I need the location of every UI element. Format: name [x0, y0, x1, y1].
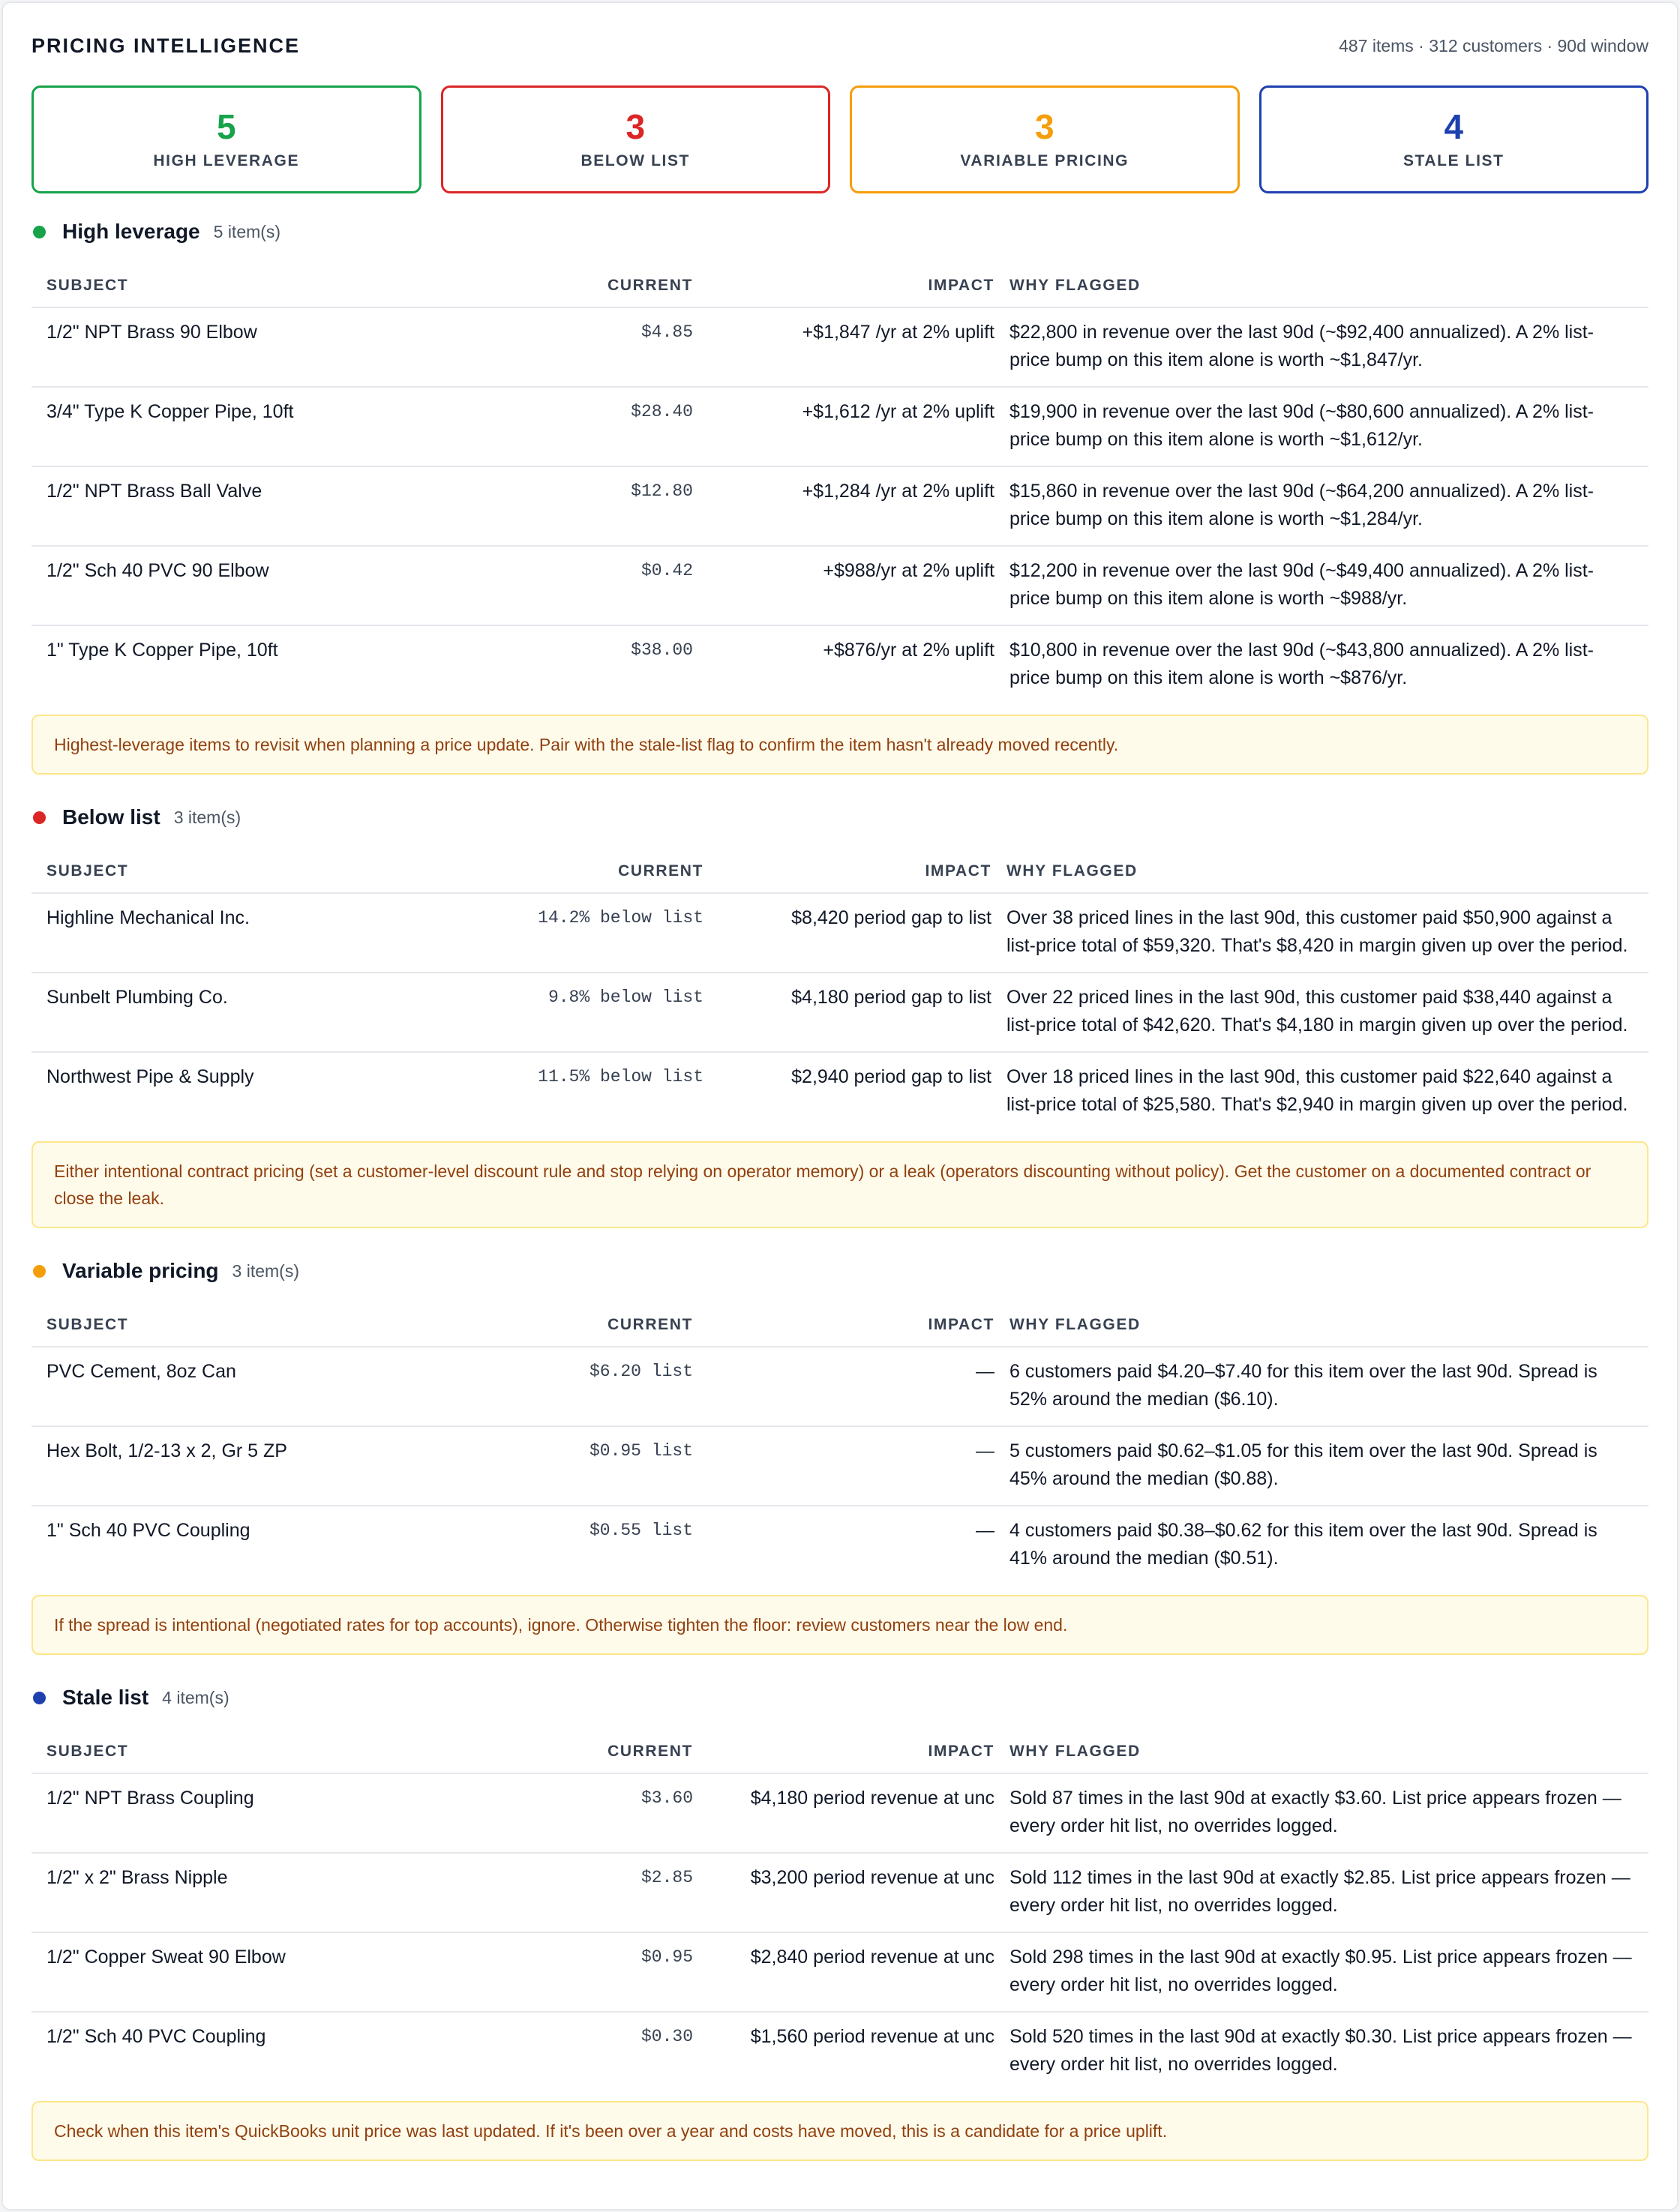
row-why-flagged: 4 customers paid $0.38–$0.62 for this item over the last 90d. Spread is 41% around the median ($0.51). — [1010, 1520, 1598, 1569]
card-value: 4 — [1444, 106, 1464, 146]
row-current: 9.8% below list — [459, 973, 714, 1052]
row-why-flagged: $15,860 in revenue over the last 90d (~$64,200 annualized). A 2% list-price bump on this item alone is worth ~$1,284/yr. — [1010, 466, 1648, 546]
col-current: CURRENT — [452, 264, 704, 307]
row-impact: $8,420 period gap to list — [714, 893, 1006, 973]
section-note: Check when this item's QuickBooks unit price was last updated. If it's been over a year and costs have moved, this is a candidate for a price uplift. — [32, 2101, 1648, 2161]
row-subject: Hex Bolt, 1/2-13 x 2, Gr 5 ZP — [32, 1426, 452, 1506]
row-current: $6.20 list — [452, 1347, 704, 1426]
row-subject: 1/2" NPT Brass Coupling — [32, 1773, 452, 1853]
section-stale-list — [32, 1680, 1648, 2161]
row-current: $3.60 — [452, 1773, 704, 1853]
row-current: $28.40 — [452, 387, 704, 466]
row-impact: +$1,284 /yr at 2% uplift — [704, 466, 1010, 546]
table-header-row — [32, 1730, 1648, 1773]
row-subject: 1/2" x 2" Brass Nipple — [32, 1853, 452, 1932]
row-why-flagged: $10,800 in revenue over the last 90d (~$43,800 annualized). A 2% list-price bump on this item alone is worth ~$876/yr. — [1010, 640, 1594, 688]
col-subject: SUBJECT — [32, 850, 459, 893]
table-row[interactable] — [32, 387, 1648, 466]
section-header — [32, 1680, 1648, 1715]
table-row[interactable] — [32, 307, 1648, 387]
table-row[interactable] — [32, 546, 1648, 625]
col-current: CURRENT — [452, 1303, 704, 1347]
row-subject: 3/4" Type K Copper Pipe, 10ft — [32, 387, 452, 466]
table-row[interactable] — [32, 973, 1648, 1052]
card-value: 3 — [626, 106, 646, 146]
row-impact: $1,560 period revenue at unc — [750, 2026, 994, 2047]
section-below-list — [32, 800, 1648, 1228]
col-why-flagged: WHY FLAGGED — [1006, 850, 1648, 893]
col-why-flagged: WHY FLAGGED — [1010, 264, 1648, 307]
flag-table — [32, 1730, 1648, 2091]
row-why-flagged: Over 22 priced lines in the last 90d, this customer paid $38,440 against a list-price total of $42,620. That's $4,180 in margin given up over the period. — [1006, 973, 1648, 1052]
row-why-flagged: Sold 298 times in the last 90d at exactly $0.95. List price appears frozen — every order hit list, no overrides logged. — [1010, 1932, 1648, 2012]
section-count: 3 item(s) — [173, 807, 242, 827]
row-impact: $4,180 period revenue at unc — [704, 1773, 1010, 1853]
col-impact: IMPACT — [704, 1303, 1010, 1347]
table-row[interactable] — [32, 466, 1648, 546]
table-row[interactable] — [32, 1052, 1648, 1131]
row-subject: 1/2" NPT Brass 90 Elbow — [32, 307, 452, 387]
flag-table — [32, 850, 1648, 1131]
section-variable-pricing — [32, 1254, 1648, 1655]
row-why-flagged: Sold 87 times in the last 90d at exactly $3.60. List price appears frozen — every order hit list, no overrides logged. — [1010, 1773, 1648, 1853]
row-impact: $3,200 period revenue at unc — [704, 1853, 1010, 1932]
flag-table — [32, 264, 1648, 704]
table-row[interactable] — [32, 893, 1648, 973]
section-title: Stale list — [62, 1686, 149, 1709]
row-current: $4.85 — [452, 307, 704, 387]
row-why-flagged: Sold 520 times in the last 90d at exactly $0.30. List price appears frozen — every order hit list, no overrides logged. — [1010, 2026, 1632, 2075]
status-dot-icon — [33, 811, 46, 824]
table-header-row — [32, 850, 1648, 893]
row-why-flagged: $22,800 in revenue over the last 90d (~$92,400 annualized). A 2% list-price bump on this item alone is worth ~$1,847/yr. — [1010, 307, 1648, 387]
card-below-list[interactable] — [441, 85, 831, 193]
card-value: 3 — [1034, 106, 1054, 146]
table-row[interactable] — [32, 1932, 1648, 2012]
col-impact: IMPACT — [704, 1730, 1010, 1773]
section-note: Highest-leverage items to revisit when planning a price update. Pair with the stale-list flag to confirm the item hasn't already moved recently. — [32, 715, 1648, 775]
col-current: CURRENT — [459, 850, 714, 893]
row-impact: +$876/yr at 2% uplift — [823, 640, 994, 661]
col-impact: IMPACT — [714, 850, 1006, 893]
row-current: $12.80 — [452, 466, 704, 546]
summary-cards — [32, 85, 1648, 193]
row-current: $0.30 — [640, 2027, 693, 2046]
row-subject: 1" Type K Copper Pipe, 10ft — [46, 640, 278, 661]
row-why-flagged: Over 18 priced lines in the last 90d, this customer paid $22,640 against a list-price total of $25,580. That's $2,940 in margin given up over the period. — [1006, 1066, 1628, 1115]
row-why-flagged: 5 customers paid $0.62–$1.05 for this item over the last 90d. Spread is 45% around the median ($0.88). — [1010, 1426, 1648, 1506]
row-why-flagged: Over 38 priced lines in the last 90d, this customer paid $50,900 against a list-price total of $59,320. That's $8,420 in margin given up over the period. — [1006, 893, 1648, 973]
section-header — [32, 214, 1648, 249]
row-subject: Highline Mechanical Inc. — [32, 893, 459, 973]
section-title: Below list — [62, 805, 160, 829]
card-label: VARIABLE PRICING — [960, 152, 1130, 170]
flag-sections — [32, 214, 1648, 2161]
table-row[interactable] — [32, 1773, 1648, 1853]
section-header — [32, 800, 1648, 835]
row-current: $38.00 — [631, 640, 693, 660]
flag-table — [32, 1303, 1648, 1584]
section-header — [32, 1254, 1648, 1288]
row-why-flagged: 6 customers paid $4.20–$7.40 for this item over the last 90d. Spread is 52% around the median ($6.10). — [1010, 1347, 1648, 1426]
row-subject: 1" Sch 40 PVC Coupling — [46, 1520, 250, 1541]
row-subject: Northwest Pipe & Supply — [46, 1066, 254, 1087]
row-current: 11.5% below list — [538, 1067, 704, 1087]
row-why-flagged: $12,200 in revenue over the last 90d (~$49,400 annualized). A 2% list-price bump on this item alone is worth ~$988/yr. — [1010, 546, 1648, 625]
section-title: High leverage — [62, 220, 200, 243]
row-impact: — — [704, 1347, 1010, 1426]
row-impact: +$1,847 /yr at 2% uplift — [704, 307, 1010, 387]
card-stale-list[interactable] — [1259, 85, 1649, 193]
row-current: $0.55 list — [589, 1521, 693, 1540]
row-subject: PVC Cement, 8oz Can — [32, 1347, 452, 1426]
col-subject: SUBJECT — [32, 1730, 452, 1773]
section-title: Variable pricing — [62, 1259, 219, 1282]
table-header-row — [32, 1303, 1648, 1347]
table-row[interactable] — [32, 1853, 1648, 1932]
row-subject: 1/2" Copper Sweat 90 Elbow — [32, 1932, 452, 2012]
col-impact: IMPACT — [704, 264, 1010, 307]
row-impact: $2,840 period revenue at unc — [704, 1932, 1010, 2012]
section-high-leverage — [32, 214, 1648, 775]
table-row[interactable] — [32, 2012, 1648, 2091]
col-current: CURRENT — [452, 1730, 704, 1773]
row-why-flagged: Sold 112 times in the last 90d at exactly $2.85. List price appears frozen — every order hit list, no overrides logged. — [1010, 1853, 1648, 1932]
row-subject: Sunbelt Plumbing Co. — [32, 973, 459, 1052]
row-subject: 1/2" Sch 40 PVC 90 Elbow — [32, 546, 452, 625]
row-impact: — — [976, 1520, 994, 1541]
card-variable-pricing[interactable] — [850, 85, 1240, 193]
card-label: BELOW LIST — [580, 152, 690, 170]
table-row[interactable] — [32, 1506, 1648, 1584]
table-row[interactable] — [32, 625, 1648, 704]
row-subject: 1/2" NPT Brass Ball Valve — [32, 466, 452, 546]
summary-meta: 487 items · 312 customers · 90d window — [1339, 35, 1648, 55]
row-why-flagged: $19,900 in revenue over the last 90d (~$80,600 annualized). A 2% list-price bump on this item alone is worth ~$1,612/yr. — [1010, 387, 1648, 466]
section-count: 5 item(s) — [213, 221, 281, 241]
section-count: 4 item(s) — [162, 1687, 230, 1707]
card-label: HIGH LEVERAGE — [153, 152, 300, 170]
row-impact: — — [704, 1426, 1010, 1506]
table-row[interactable] — [32, 1347, 1648, 1426]
table-header-row — [32, 264, 1648, 307]
row-current: $0.95 — [452, 1932, 704, 2012]
row-impact: $2,940 period gap to list — [791, 1066, 992, 1087]
card-value: 5 — [216, 106, 236, 146]
row-current: $0.42 — [452, 546, 704, 625]
col-why-flagged: WHY FLAGGED — [1010, 1303, 1648, 1347]
table-row[interactable] — [32, 1426, 1648, 1506]
col-subject: SUBJECT — [32, 1303, 452, 1347]
section-note: If the spread is intentional (negotiated rates for top accounts), ignore. Otherwise tighten the floor: review customers near the low end. — [32, 1595, 1648, 1655]
col-subject: SUBJECT — [32, 264, 452, 307]
card-label: STALE LIST — [1402, 152, 1504, 170]
col-why-flagged: WHY FLAGGED — [1010, 1730, 1648, 1773]
pricing-intelligence-panel — [2, 1, 1678, 2211]
section-note: Either intentional contract pricing (set a customer-level discount rule and stop relying on operator memory) or a leak (operators discounting without policy). Get the customer on a documented contract or close the leak. — [32, 1141, 1648, 1228]
row-current: 14.2% below list — [459, 893, 714, 973]
row-current: $0.95 list — [452, 1426, 704, 1506]
card-high-leverage[interactable] — [32, 85, 422, 193]
row-impact: +$1,612 /yr at 2% uplift — [704, 387, 1010, 466]
section-count: 3 item(s) — [232, 1260, 299, 1281]
status-dot-icon — [33, 1265, 46, 1278]
page-title: PRICING INTELLIGENCE — [32, 34, 301, 57]
status-dot-icon — [33, 1692, 46, 1704]
row-impact: $4,180 period gap to list — [714, 973, 1006, 1052]
panel-header — [32, 3, 1648, 85]
row-impact: +$988/yr at 2% uplift — [704, 546, 1010, 625]
row-current: $2.85 — [452, 1853, 704, 1932]
status-dot-icon — [33, 226, 46, 238]
row-subject: 1/2" Sch 40 PVC Coupling — [46, 2026, 266, 2047]
